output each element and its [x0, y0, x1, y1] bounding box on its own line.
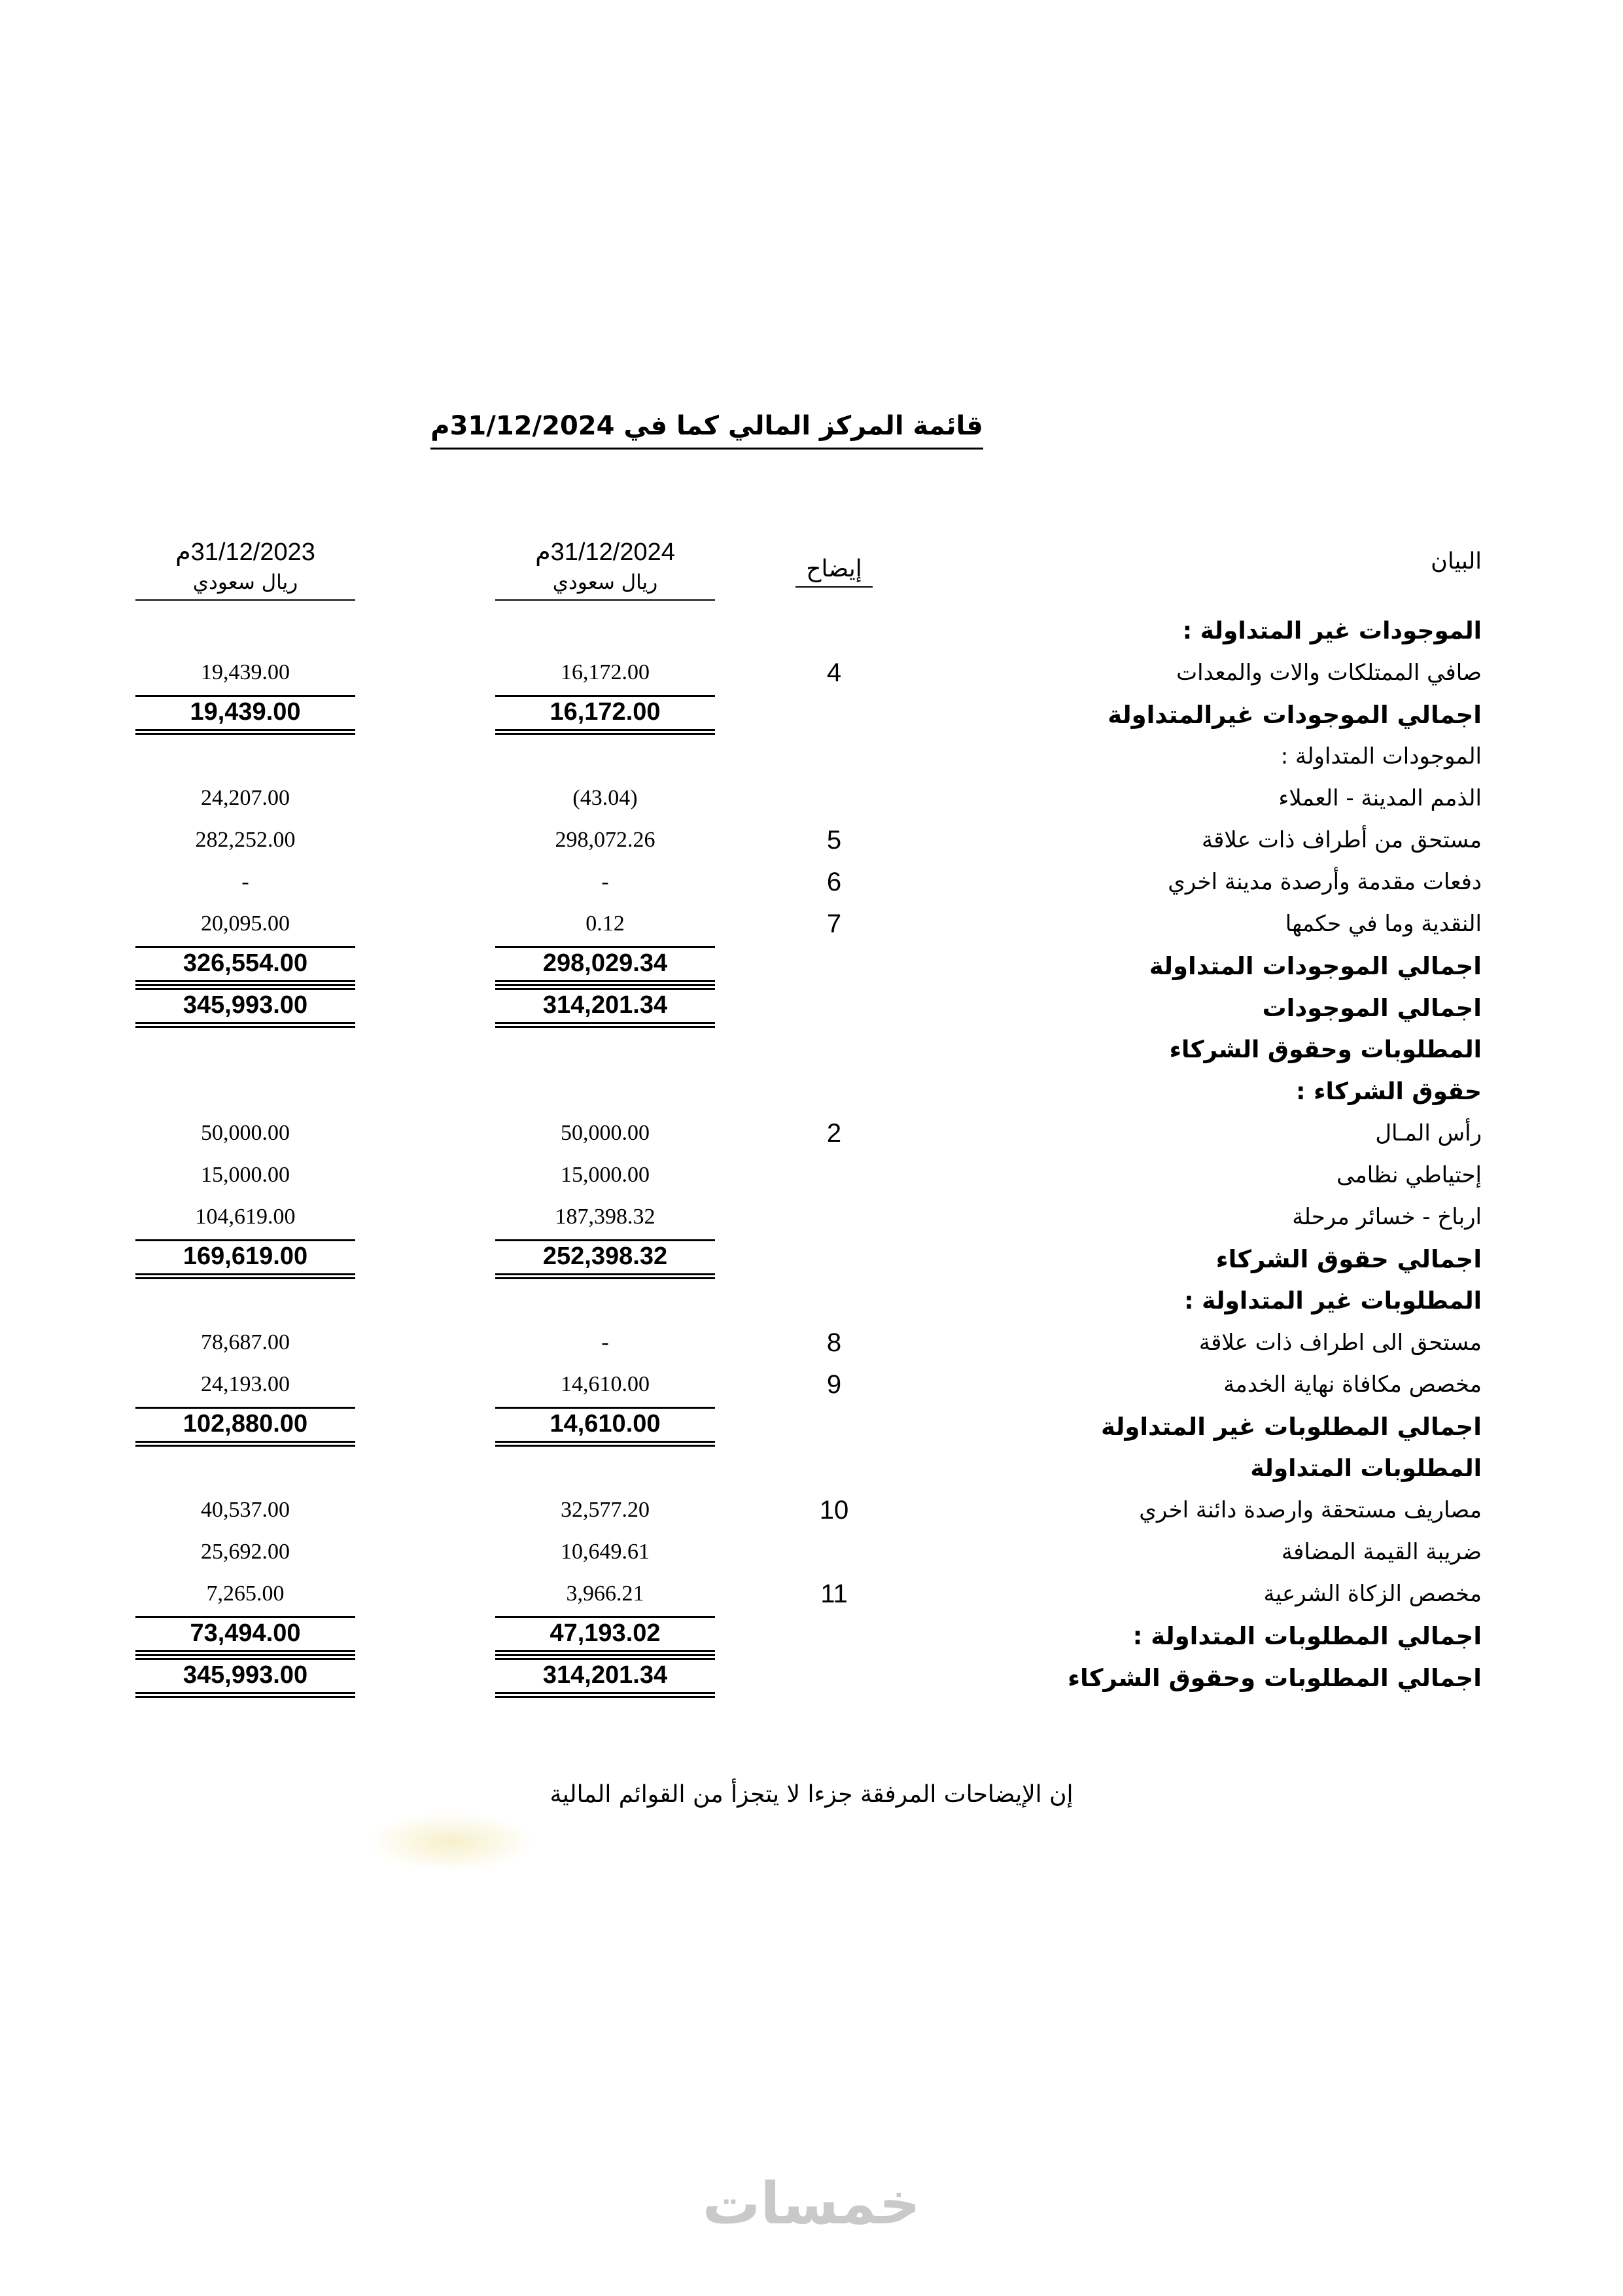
row-value-2024: [455, 828, 756, 853]
row-value-2024: [455, 1372, 756, 1397]
row-note: 8: [826, 1328, 842, 1357]
row-value-2023: [121, 828, 370, 853]
row-value-2023-number: 345,993.00: [135, 988, 355, 1028]
row-label: حقوق الشركاء :: [1296, 1078, 1482, 1105]
table-body: [0, 610, 1482, 1699]
row-value-2024-number: -: [601, 1330, 609, 1354]
table-row: [0, 1615, 1482, 1657]
row-label: اجمالي الموجودات المتداولة: [1149, 951, 1482, 980]
table-row: [0, 1489, 1482, 1531]
row-value-2024: [455, 1239, 756, 1279]
table-row: [0, 694, 1482, 735]
row-value-2023: [121, 1407, 370, 1447]
row-value-2023-number: 326,554.00: [135, 946, 355, 986]
row-value-2023-number: 282,252.00: [195, 828, 296, 852]
row-label: اجمالي حقوق الشركاء: [1215, 1245, 1482, 1273]
row-value-2023-number: 169,619.00: [135, 1239, 355, 1279]
row-value-2024-number: 14,610.00: [561, 1372, 650, 1396]
column-header-2024: [455, 520, 756, 601]
table-row: [0, 1405, 1482, 1447]
row-value-2023-number: 345,993.00: [135, 1658, 355, 1698]
row-note: 7: [826, 909, 842, 938]
column-header-2023: [121, 520, 370, 601]
row-value-2024: [455, 1581, 756, 1606]
row-value-2024-number: -: [601, 870, 609, 894]
row-note: 5: [826, 825, 842, 855]
row-label: دفعات مقدمة وأرصدة مدينة اخري: [1168, 869, 1482, 895]
row-label: الموجودات المتداولة :: [1280, 743, 1482, 769]
row-value-2024: [455, 1330, 756, 1355]
column-header-statement: البيان: [1431, 548, 1482, 574]
row-label: الذمم المدينة - العملاء: [1278, 785, 1482, 811]
table-row: [0, 777, 1482, 819]
row-value-2024-number: 50,000.00: [561, 1121, 650, 1145]
row-value-2024-number: 298,029.34: [495, 946, 715, 986]
row-value-2024-number: 47,193.02: [495, 1616, 715, 1656]
row-value-2023-number: 7,265.00: [206, 1581, 285, 1606]
table-row: [0, 1447, 1482, 1489]
row-value-2024-number: 3,966.21: [566, 1581, 644, 1606]
row-value-2024: [455, 1616, 756, 1656]
row-label: إحتياطي نظامى: [1336, 1162, 1482, 1188]
row-value-2024: [455, 1498, 756, 1523]
row-value-2023-number: 24,207.00: [201, 786, 290, 810]
row-value-2023-number: 102,880.00: [135, 1407, 355, 1447]
row-label: اجمالي المطلوبات المتداولة :: [1132, 1621, 1482, 1650]
row-label: مستحق من أطراف ذات علاقة: [1201, 827, 1482, 853]
row-label: رأس المـال: [1375, 1120, 1482, 1146]
row-value-2024-number: 314,201.34: [495, 1658, 715, 1698]
row-value-2023-number: 73,494.00: [135, 1616, 355, 1656]
table-row: [0, 903, 1482, 945]
scan-smudge: [366, 1812, 536, 1871]
table-row: [0, 987, 1482, 1029]
row-value-2023: [121, 1239, 370, 1279]
row-label: اجمالي المطلوبات وحقوق الشركاء: [1068, 1663, 1482, 1692]
row-value-2024-number: 252,398.32: [495, 1239, 715, 1279]
table-row: [0, 1154, 1482, 1196]
row-value-2024: [455, 786, 756, 811]
row-value-2024: [455, 870, 756, 894]
row-value-2023: [121, 1658, 370, 1698]
row-value-2024: [455, 911, 756, 936]
watermark-logo: خمسات: [702, 2170, 921, 2237]
row-value-2024-number: 14,610.00: [495, 1407, 715, 1447]
table-row: [0, 861, 1482, 903]
table-row: [0, 1070, 1482, 1112]
row-note: 4: [826, 658, 842, 687]
row-value-2023: [121, 1163, 370, 1188]
row-value-2023-number: 19,439.00: [201, 660, 290, 684]
row-value-2024: [455, 660, 756, 685]
row-label: المطلوبات غير المتداولة :: [1184, 1287, 1482, 1315]
row-label: النقدية وما في حكمها: [1285, 911, 1482, 937]
balance-sheet-table: [0, 520, 1623, 1699]
table-row: [0, 819, 1482, 861]
row-value-2023: [121, 660, 370, 685]
column-header-2023-currency: ريال سعودي: [135, 567, 355, 601]
table-row: [0, 1531, 1482, 1573]
column-header-note-cell: [756, 554, 913, 601]
table-row: [0, 1364, 1482, 1405]
table-row: [0, 1657, 1482, 1699]
row-value-2024-number: 15,000.00: [561, 1163, 650, 1187]
row-value-2024: [455, 1121, 756, 1146]
row-value-2023: [121, 1205, 370, 1229]
row-value-2024-number: 10,649.61: [561, 1540, 650, 1564]
row-value-2024-number: 314,201.34: [495, 988, 715, 1028]
row-value-2023: [121, 1616, 370, 1656]
row-value-2023-number: 20,095.00: [201, 911, 290, 936]
row-value-2023-number: 25,692.00: [201, 1540, 290, 1564]
row-label: اجمالي المطلوبات غير المتداولة: [1101, 1412, 1482, 1441]
row-note: 6: [826, 867, 842, 896]
row-value-2023: [121, 1581, 370, 1606]
row-value-2024-number: 16,172.00: [561, 660, 650, 684]
footer-note: إن الإيضاحات المرفقة جزءا لا يتجزأ من القوائم المالية: [550, 1781, 1073, 1808]
row-value-2023-number: 15,000.00: [201, 1163, 290, 1187]
row-value-2023: [121, 695, 370, 735]
row-label: مستحق الى اطراف ذات علاقة: [1198, 1330, 1482, 1356]
row-label: المطلوبات وحقوق الشركاء: [1169, 1036, 1482, 1063]
table-row: [0, 945, 1482, 987]
row-note: 2: [826, 1118, 842, 1148]
row-value-2024-number: 0.12: [585, 911, 625, 936]
row-label: ارباخ - خسائر مرحلة: [1292, 1204, 1482, 1230]
row-note: 10: [819, 1495, 849, 1525]
row-value-2023: [121, 988, 370, 1028]
row-label: المطلوبات المتداولة: [1250, 1455, 1482, 1482]
row-label: مخصص مكافاة نهاية الخدمة: [1223, 1371, 1482, 1398]
row-value-2023: [121, 946, 370, 986]
row-label: الموجودات غير المتداولة :: [1182, 617, 1482, 645]
table-row: [0, 735, 1482, 777]
row-value-2023-number: 78,687.00: [201, 1330, 290, 1354]
row-value-2024-number: 32,577.20: [561, 1498, 650, 1522]
column-header-2024-date: 31/12/2024م: [535, 539, 675, 566]
row-value-2024: [455, 946, 756, 986]
row-value-2023: [121, 870, 370, 894]
row-value-2023: [121, 1330, 370, 1355]
table-row: [0, 1280, 1482, 1322]
row-value-2023: [121, 1540, 370, 1564]
row-value-2023: [121, 786, 370, 811]
row-value-2024: [455, 1658, 756, 1698]
table-row: [0, 1112, 1482, 1154]
row-value-2023-number: 24,193.00: [201, 1372, 290, 1396]
row-value-2023: [121, 1372, 370, 1397]
row-label: صافي الممتلكات والات والمعدات: [1176, 660, 1482, 686]
table-row: [0, 652, 1482, 694]
row-value-2024: [455, 1540, 756, 1564]
table-header-row: [0, 520, 1482, 601]
column-header-2024-currency: ريال سعودي: [495, 567, 715, 601]
row-value-2024-number: 16,172.00: [495, 695, 715, 735]
row-value-2023-number: 19,439.00: [135, 695, 355, 735]
row-value-2024-number: 298,072.26: [555, 828, 655, 852]
row-value-2024: [455, 1205, 756, 1229]
row-value-2024: [455, 695, 756, 735]
row-label: مصاريف مستحقة وارصدة دائنة اخري: [1139, 1497, 1482, 1523]
column-header-2023-date: 31/12/2023م: [175, 539, 315, 566]
table-row: [0, 1196, 1482, 1238]
table-row: [0, 1238, 1482, 1280]
page-title: قائمة المركز المالي كما في 31/12/2024م: [430, 411, 983, 450]
row-value-2023-number: 104,619.00: [195, 1205, 296, 1229]
row-label: ضريبة القيمة المضافة: [1281, 1539, 1482, 1565]
table-row: [0, 610, 1482, 652]
row-value-2023: [121, 1498, 370, 1523]
row-value-2024-number: 187,398.32: [555, 1205, 655, 1229]
row-value-2023: [121, 1121, 370, 1146]
row-value-2024: [455, 988, 756, 1028]
row-note: 11: [820, 1579, 848, 1608]
row-label: مخصص الزكاة الشرعية: [1263, 1581, 1482, 1607]
row-label: اجمالي الموجودات: [1262, 993, 1482, 1022]
row-value-2023-number: 40,537.00: [201, 1498, 290, 1522]
row-value-2023-number: -: [241, 870, 249, 894]
row-value-2023: [121, 911, 370, 936]
row-value-2024: [455, 1163, 756, 1188]
title-row: [0, 411, 1518, 450]
table-row: [0, 1322, 1482, 1364]
row-value-2024: [455, 1407, 756, 1447]
table-row: [0, 1573, 1482, 1615]
column-header-note: إيضاح: [795, 555, 872, 588]
table-row: [0, 1029, 1482, 1070]
row-label: اجمالي الموجودات غيرالمتداولة: [1108, 700, 1482, 729]
row-note: 9: [826, 1369, 842, 1399]
row-value-2023-number: 50,000.00: [201, 1121, 290, 1145]
row-value-2024-number: (43.04): [572, 786, 638, 810]
